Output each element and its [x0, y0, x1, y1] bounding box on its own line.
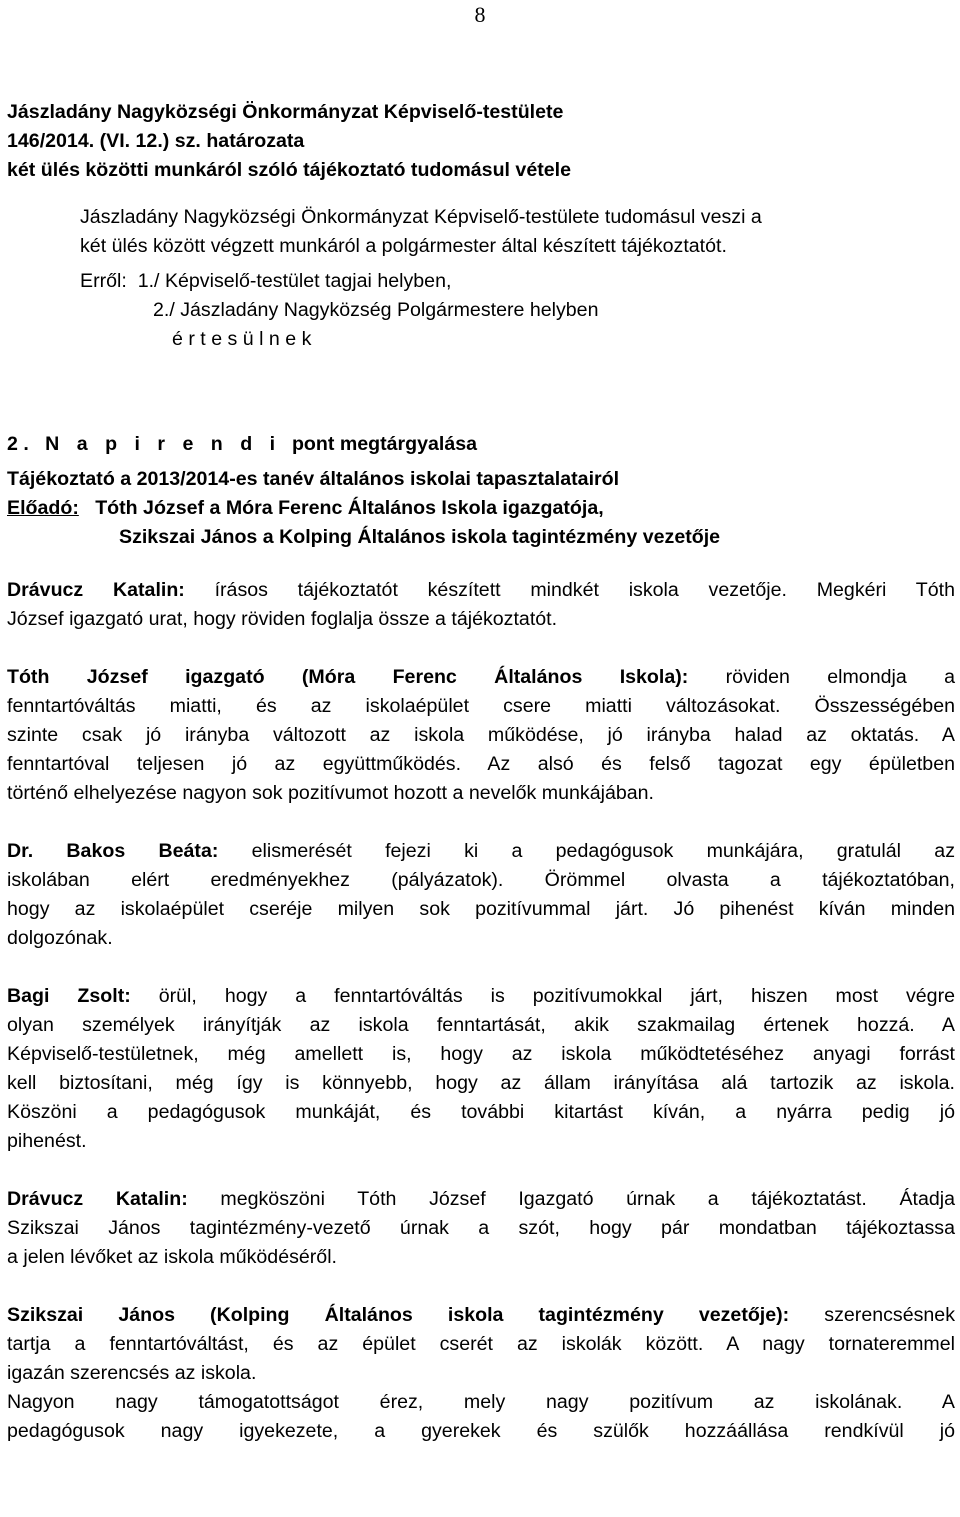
- resolution-header-line-2: 146/2014. (VI. 12.) sz. határozata: [7, 130, 305, 152]
- minute-line: hogy az iskolaépület cseréje milyen sok pozitívummal járt. Jó pihenést kíván minden: [7, 898, 955, 920]
- resolution-title: két ülés közötti munkáról szóló tájékoztató tudomásul vétele: [7, 159, 571, 181]
- minutes-section: [7, 576, 955, 1446]
- minute-entry: [7, 576, 955, 634]
- agenda-topic: Tájékoztató a 2013/2014-es tanév általános iskolai tapasztalatairól: [7, 468, 620, 490]
- minute-line: Szikszai János tagintézmény-vezető úrnak a szót, hogy pár mondatban tájékoztassa: [7, 1217, 955, 1239]
- document-body: [7, 98, 955, 1446]
- minute-line: dolgozónak.: [7, 927, 113, 949]
- agenda-heading: [7, 430, 955, 459]
- resolution-header-line-1: Jászladány Nagyközségi Önkormányzat Képviselő-testülete: [7, 101, 564, 123]
- minute-line: tartja a fenntartóváltást, és az épület cserét az iskolák között. A nagy tornateremmel: [7, 1333, 955, 1355]
- minute-entry: [7, 837, 955, 953]
- minute-line: pedagógusok nagy igyekezete, a gyerekek és szülők hozzáállása rendkívül jó: [7, 1420, 955, 1442]
- resolution-section: [7, 98, 955, 354]
- minute-line: szinte csak jó irányba változott az iskola működése, jó irányba halad az oktatás. A: [7, 724, 955, 746]
- presenter-label: Előadó:: [7, 497, 79, 519]
- agenda-rest: pont megtárgyalása: [291, 433, 478, 455]
- page-number: 8: [474, 2, 486, 27]
- minute-line: Drávucz Katalin: írásos tájékoztatót készített mindkét iskola vezetője. Megkéri Tóth: [7, 579, 955, 601]
- speaker-name: Drávucz Katalin:: [7, 579, 185, 601]
- speaker-name: Szikszai János (Kolping Általános iskola tagintézmény vezetője):: [7, 1304, 790, 1326]
- minute-line: igazán szerencsés az iskola.: [7, 1362, 257, 1384]
- minute-line: Tóth József igazgató (Móra Ferenc Általános Iskola): röviden elmondja a: [7, 666, 955, 688]
- agenda-section: [7, 430, 955, 552]
- minute-line: Képviselő-testületnek, még amellett is, hogy az iskola működtetéséhez anyagi forrást: [7, 1043, 955, 1065]
- minute-line: fenntartóváltás miatti, és az iskolaépület csere miatti változásokat. Összességében: [7, 695, 955, 717]
- notify-item-2: 2./ Jászladány Nagyközség Polgármestere helyben: [153, 299, 599, 321]
- minute-line: Drávucz Katalin: megköszöni Tóth József Igazgató úrnak a tájékoztatást. Átadja: [7, 1188, 955, 1210]
- minute-line: Szikszai János (Kolping Általános iskola tagintézmény vezetője): szerencsésnek: [7, 1304, 955, 1326]
- notify-item-3: é r t e s ü l n e k: [172, 328, 312, 350]
- minute-line: a jelen lévőket az iskola működéséről.: [7, 1246, 338, 1268]
- speaker-name: Drávucz Katalin:: [7, 1188, 188, 1210]
- minute-line: olyan személyek irányítják az iskola fenntartását, akik szakmailag értenek hozzá. A: [7, 1014, 955, 1036]
- presenter-line-1: [7, 494, 955, 523]
- minute-entry: [7, 1301, 955, 1446]
- minute-entry: [7, 663, 955, 808]
- speaker-name: Dr. Bakos Beáta:: [7, 840, 219, 862]
- minute-line: pihenést.: [7, 1130, 87, 1152]
- minute-line: kell biztosítani, még így is könnyebb, hogy az állam irányítása alá tartozik az iskola.: [7, 1072, 955, 1094]
- speaker-name: Tóth József igazgató (Móra Ferenc Általános Iskola):: [7, 666, 689, 688]
- resolution-text-line-2: két ülés között végzett munkáról a polgármester által készített tájékoztatót.: [80, 235, 727, 257]
- notify-label: Erről:: [80, 270, 127, 292]
- agenda-word: N a p i r e n d i: [45, 433, 282, 455]
- minute-line: Bagi Zsolt: örül, hogy a fenntartóváltás is pozitívumokkal járt, hiszen most végre: [7, 985, 955, 1007]
- notify-line-3: [7, 325, 955, 354]
- minute-entry: [7, 982, 955, 1156]
- notify-line-2: [7, 296, 955, 325]
- minute-line: iskolában elért eredményekhez (pályázatok). Örömmel olvasta a tájékoztatóban,: [7, 869, 955, 891]
- resolution-text-line-1: Jászladány Nagyközségi Önkormányzat Képviselő-testülete tudomásul veszi a: [80, 206, 762, 228]
- agenda-number: 2 .: [7, 433, 29, 455]
- notify-item-1: 1./ Képviselő-testület tagjai helyben,: [137, 270, 452, 292]
- presenter-1: Tóth József a Móra Ferenc Általános Iskola igazgatója,: [95, 497, 604, 519]
- minute-line: Nagyon nagy támogatottságot érez, mely nagy pozitívum az iskolának. A: [7, 1391, 955, 1413]
- minute-entry: [7, 1185, 955, 1272]
- minute-line: Köszöni a pedagógusok munkáját, és további kitartást kíván, a nyárra pedig jó: [7, 1101, 955, 1123]
- minute-line: József igazgató urat, hogy röviden foglalja össze a tájékoztatót.: [7, 608, 558, 630]
- minute-line: fenntartóval teljesen jó az együttműködés. Az alsó és felső tagozat egy épületben: [7, 753, 955, 775]
- minute-line: történő elhelyezése nagyon sok pozitívumot hozott a nevelők munkájában.: [7, 782, 654, 804]
- speaker-name: Bagi Zsolt:: [7, 985, 131, 1007]
- notify-line-1: [7, 267, 955, 296]
- minute-line: Dr. Bakos Beáta: elismerését fejezi ki a pedagógusok munkájára, gratulál az: [7, 840, 955, 862]
- presenter-line-2: Szikszai János a Kolping Általános iskola tagintézmény vezetője: [119, 526, 721, 548]
